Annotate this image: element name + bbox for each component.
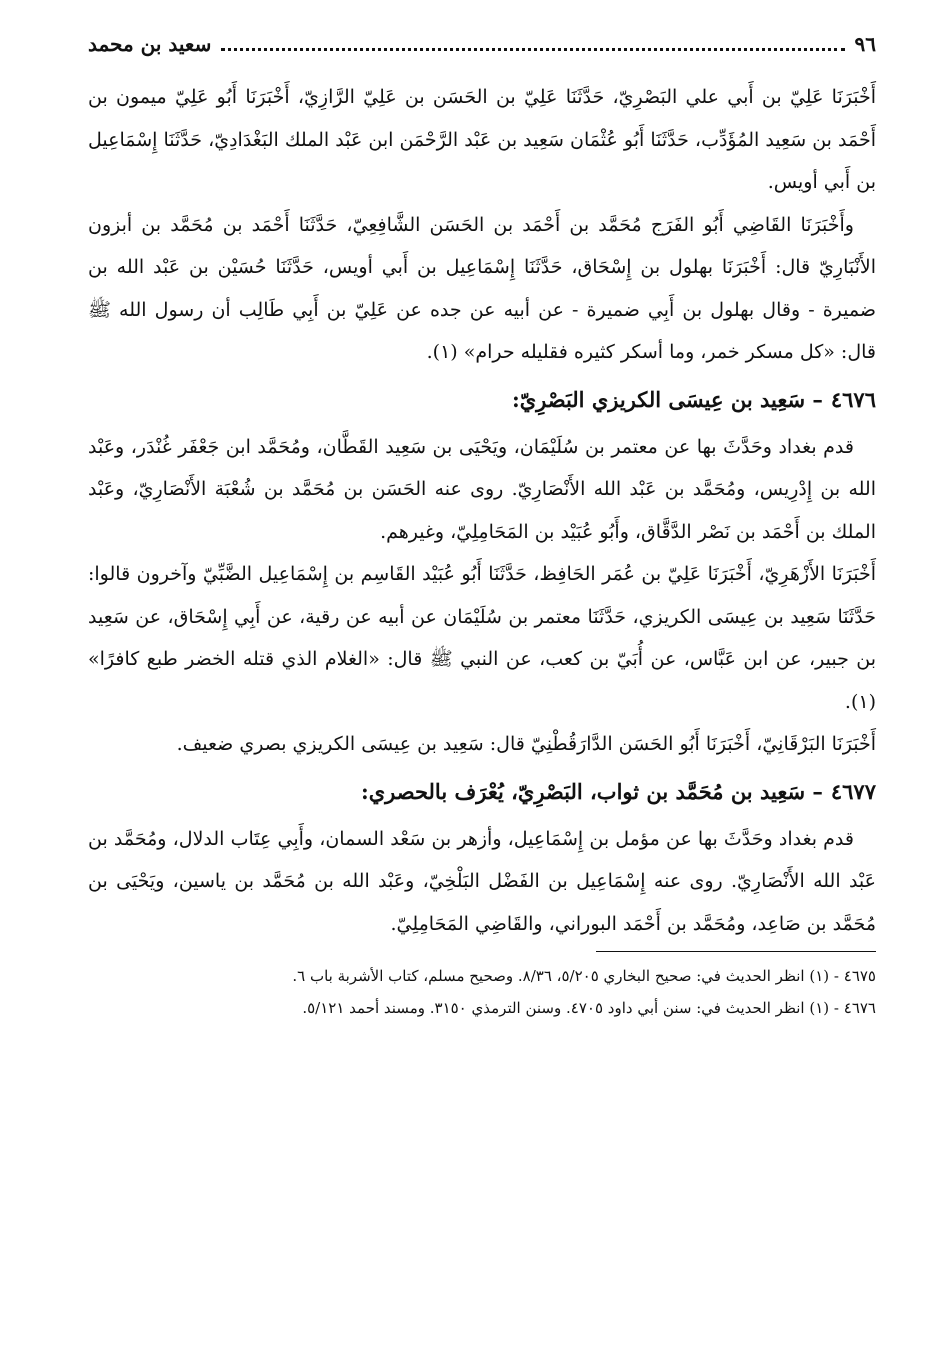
footnote: ٤٦٧٥ - (١) انظر الحديث في: صحيح البخاري ٥/٢٠٥، ٨/٣٦. وصحيح مسلم، كتاب الأشربة باب ٦. <box>292 967 876 985</box>
paragraph: أَخْبَرَنَا الأَزْهَرِيّ، أَخْبَرَنَا عَلِيّ بن عُمَر الحَافِظ، حَدَّثَنَا أَبُو عُبَيْد القَاسِم بن إِسْمَاعِيل الضَّبِّيّ وآخرون قالوا: حَدَّثَنَا سَعِيد بن عِيسَى الكريزي، حَدَّثَنَا معتمر بن سُلَيْمَان عن أبيه عن رقية، عن أَبِي إِسْحَاق، عن سَعِيد بن جبير، عن ابن عَبَّاس، عن أُبَيّ بن كعب، عن النبي ﷺ قال: «الغلام الذي قتله الخضر طبع كافرًا» (١). <box>88 563 876 713</box>
footnote: ٤٦٧٦ - (١) انظر الحديث في: سنن أبي داود ٤٧٠٥. وسنن الترمذي ٣١٥٠. ومسند أحمد ٥/١٢١. <box>302 999 876 1017</box>
entry-heading <box>88 380 876 420</box>
page-header <box>88 32 876 76</box>
paragraph: أَخْبَرَنَا عَلِيّ بن أَبي علي البَصْرِيّ، حَدَّثَنَا عَلِيّ بن الحَسَن بن عَلِيّ الرَّازِيّ، أَخْبَرَنَا أَبُو عَلِيّ ميمون بن أَحْمَد بن سَعِيد المُؤَدِّب، حَدَّثَنَا أَبُو عُثْمَان سَعِيد بن عَبْد الرَّحْمَن ابن عَبْد الملك البَغْدَادِيّ، حَدَّثَنَا إِسْمَاعِيل بن أَبي أويس. <box>88 86 876 193</box>
entry-number: ٤٦٧٦ <box>830 386 876 412</box>
entry-title: – سَعِيد بن عِيسَى الكريزي البَصْرِيّ: <box>511 386 823 412</box>
paragraph: قدم بغداد وحَدَّثَ بها عن مؤمل بن إِسْمَاعِيل، وأزهر بن سَعْد السمان، وأَبِي عِتَاب الدلال، ومُحَمَّد بن عَبْد الله الأَنْصَارِيّ. روى عنه إِسْمَاعِيل بن الفَضْل البَلْخِيّ، وعَبْد الله بن مُحَمَّد بن ياسين، ويَحْيَى بن مُحَمَّد بن صَاعِد، ومُحَمَّد بن أَحْمَد البوراني، والقَاضِي المَحَامِلِيّ. <box>88 827 876 935</box>
footnote-separator <box>596 951 876 952</box>
main-text <box>88 76 876 945</box>
paragraph: وأَخْبَرَنَا القَاضِي أَبُو الفَرَج مُحَمَّد بن أَحْمَد بن الحَسَن الشَّافِعِيّ، حَدَّثَنَا أَحْمَد بن مُحَمَّد بن أبزون الأَنْبَارِيّ قال: أَخْبَرَنَا بهلول بن إِسْحَاق، حَدَّثَنَا إِسْمَاعِيل بن أَبي أويس، حَدَّثَنَا حُسَيْن بن عَبْد الله بن ضميرة - وقال بهلول بن أَبِي ضميرة - عن أبيه عن جده عن عَلِيّ بن أَبِي طَالِب أن رسول الله ﷺ قال: «كل مسكر خمر، وما أسكر كثيره فقليله حرام» (١). <box>88 213 876 363</box>
running-title: سعيد بن محمد <box>88 32 212 56</box>
header-dotted-leader <box>221 36 844 51</box>
paragraph: أَخْبَرَنَا البَرْقَانِيّ، أَخْبَرَنَا أَبُو الحَسَن الدَّارَقُطْنِيّ قال: سَعِيد بن عِيسَى الكريزي بصري ضعيف. <box>176 733 876 755</box>
entry-heading <box>88 772 876 812</box>
paragraph: قدم بغداد وحَدَّثَ بها عن معتمر بن سُلَيْمَان، ويَحْيَى بن سَعِيد القَطَّان، ومُحَمَّد ابن جَعْفَر غُنْدَر، وعَبْد الله بن إِدْرِيس، ومُحَمَّد بن عَبْد الله الأَنْصَارِيّ. روى عنه الحَسَن بن مُحَمَّد بن شُعْبَة الأَنْصَارِيّ، وعَبْد الملك بن أَحْمَد بن نَصْر الدَّقَّاق، وأَبُو عُبَيْد بن المَحَامِلِيّ، وغيرهم. <box>88 435 876 543</box>
entry-title: – سَعِيد بن مُحَمَّد بن ثواب، البَصْرِيّ، يُعْرَف بالحصري: <box>360 778 823 804</box>
page-number: ٩٦ <box>854 32 876 56</box>
footnotes <box>88 962 876 1022</box>
entry-number: ٤٦٧٧ <box>830 778 876 804</box>
